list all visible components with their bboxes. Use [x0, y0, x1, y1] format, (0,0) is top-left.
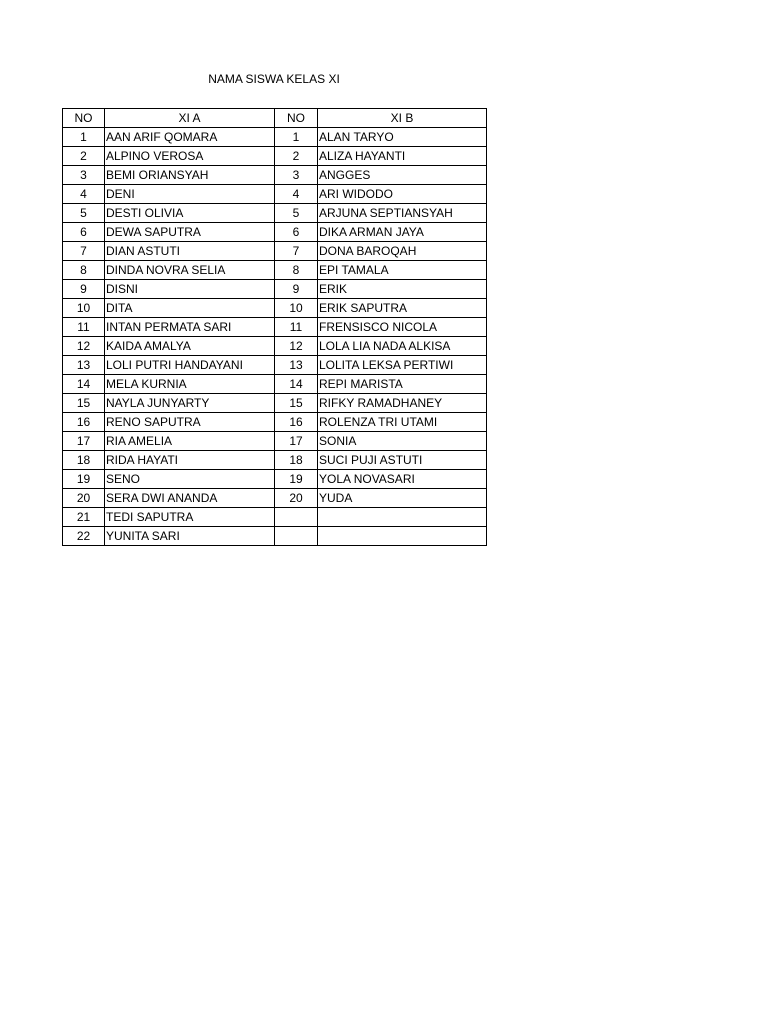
- cell-no-b: 10: [275, 299, 318, 318]
- cell-no-b: 7: [275, 242, 318, 261]
- table-row: [63, 394, 487, 413]
- cell-no-a: 16: [63, 413, 105, 432]
- table-row: [63, 166, 487, 185]
- cell-name-a: RIA AMELIA: [105, 432, 275, 451]
- cell-name-a: DENI: [105, 185, 275, 204]
- cell-name-a: LOLI PUTRI HANDAYANI: [105, 356, 275, 375]
- cell-no-a: 17: [63, 432, 105, 451]
- cell-no-b: [275, 508, 318, 527]
- table-row: [63, 451, 487, 470]
- table-row: [63, 508, 487, 527]
- cell-name-b: REPI MARISTA: [318, 375, 487, 394]
- cell-no-b: 19: [275, 470, 318, 489]
- cell-name-a: INTAN PERMATA SARI: [105, 318, 275, 337]
- cell-no-b: 17: [275, 432, 318, 451]
- table-row: [63, 432, 487, 451]
- cell-no-a: 11: [63, 318, 105, 337]
- table-row: [63, 413, 487, 432]
- cell-name-b: ROLENZA TRI UTAMI: [318, 413, 487, 432]
- cell-name-b: SONIA: [318, 432, 487, 451]
- cell-name-a: DIAN ASTUTI: [105, 242, 275, 261]
- cell-name-a: RIDA HAYATI: [105, 451, 275, 470]
- cell-no-a: 5: [63, 204, 105, 223]
- table-row: [63, 242, 487, 261]
- cell-name-a: DISNI: [105, 280, 275, 299]
- cell-no-b: 5: [275, 204, 318, 223]
- cell-name-b: SUCI PUJI ASTUTI: [318, 451, 487, 470]
- table-row: [63, 299, 487, 318]
- cell-name-a: MELA KURNIA: [105, 375, 275, 394]
- cell-name-b: FRENSISCO NICOLA: [318, 318, 487, 337]
- cell-no-a: 21: [63, 508, 105, 527]
- cell-name-b: ERIK: [318, 280, 487, 299]
- cell-no-b: 11: [275, 318, 318, 337]
- table-row: [63, 204, 487, 223]
- cell-no-a: 22: [63, 527, 105, 546]
- table-row: [63, 356, 487, 375]
- cell-no-a: 13: [63, 356, 105, 375]
- cell-no-a: 3: [63, 166, 105, 185]
- table-row: [63, 337, 487, 356]
- cell-name-b: [318, 508, 487, 527]
- cell-name-b: ARI WIDODO: [318, 185, 487, 204]
- table-row: [63, 318, 487, 337]
- cell-no-a: 14: [63, 375, 105, 394]
- cell-name-b: RIFKY RAMADHANEY: [318, 394, 487, 413]
- cell-no-a: 15: [63, 394, 105, 413]
- cell-no-a: 1: [63, 128, 105, 147]
- cell-name-a: BEMI ORIANSYAH: [105, 166, 275, 185]
- table-row: [63, 128, 487, 147]
- cell-no-b: 14: [275, 375, 318, 394]
- table-row: [63, 147, 487, 166]
- cell-name-b: DONA BAROQAH: [318, 242, 487, 261]
- table-row: [63, 470, 487, 489]
- cell-name-b: EPI TAMALA: [318, 261, 487, 280]
- cell-name-b: ERIK SAPUTRA: [318, 299, 487, 318]
- table-header-row: [63, 109, 487, 128]
- cell-no-b: 3: [275, 166, 318, 185]
- cell-name-a: SENO: [105, 470, 275, 489]
- cell-no-a: 19: [63, 470, 105, 489]
- cell-no-a: 20: [63, 489, 105, 508]
- table-row: [63, 185, 487, 204]
- cell-name-b: YOLA NOVASARI: [318, 470, 487, 489]
- table-row: [63, 280, 487, 299]
- table-row: [63, 261, 487, 280]
- cell-no-b: 4: [275, 185, 318, 204]
- header-class-a: XI A: [105, 109, 275, 128]
- cell-no-a: 6: [63, 223, 105, 242]
- cell-name-a: AAN ARIF QOMARA: [105, 128, 275, 147]
- cell-name-a: ALPINO VEROSA: [105, 147, 275, 166]
- cell-name-b: LOLITA LEKSA PERTIWI: [318, 356, 487, 375]
- cell-no-a: 8: [63, 261, 105, 280]
- cell-name-b: [318, 527, 487, 546]
- header-class-b: XI B: [318, 109, 487, 128]
- cell-name-b: YUDA: [318, 489, 487, 508]
- cell-no-a: 12: [63, 337, 105, 356]
- table-row: [63, 375, 487, 394]
- table-row: [63, 527, 487, 546]
- cell-no-a: 2: [63, 147, 105, 166]
- cell-no-b: 8: [275, 261, 318, 280]
- cell-no-b: 6: [275, 223, 318, 242]
- cell-no-a: 18: [63, 451, 105, 470]
- cell-name-a: DITA: [105, 299, 275, 318]
- cell-no-b: 9: [275, 280, 318, 299]
- cell-name-b: ARJUNA SEPTIANSYAH: [318, 204, 487, 223]
- cell-no-b: 16: [275, 413, 318, 432]
- cell-name-b: ANGGES: [318, 166, 487, 185]
- cell-name-a: TEDI SAPUTRA: [105, 508, 275, 527]
- cell-name-b: ALAN TARYO: [318, 128, 487, 147]
- cell-no-a: 9: [63, 280, 105, 299]
- cell-name-b: LOLA LIA NADA ALKISA: [318, 337, 487, 356]
- header-no-b: NO: [275, 109, 318, 128]
- cell-name-a: NAYLA JUNYARTY: [105, 394, 275, 413]
- table-row: [63, 489, 487, 508]
- cell-no-a: 4: [63, 185, 105, 204]
- cell-no-b: 13: [275, 356, 318, 375]
- cell-no-b: 20: [275, 489, 318, 508]
- cell-name-a: SERA DWI ANANDA: [105, 489, 275, 508]
- cell-name-a: DINDA NOVRA SELIA: [105, 261, 275, 280]
- cell-no-b: 18: [275, 451, 318, 470]
- cell-no-b: 2: [275, 147, 318, 166]
- cell-name-b: DIKA ARMAN JAYA: [318, 223, 487, 242]
- cell-name-b: ALIZA HAYANTI: [318, 147, 487, 166]
- cell-name-a: YUNITA SARI: [105, 527, 275, 546]
- header-no-a: NO: [63, 109, 105, 128]
- cell-no-a: 10: [63, 299, 105, 318]
- cell-name-a: RENO SAPUTRA: [105, 413, 275, 432]
- cell-name-a: KAIDA AMALYA: [105, 337, 275, 356]
- cell-no-b: [275, 527, 318, 546]
- page-title: NAMA SISWA KELAS XI: [208, 72, 340, 86]
- table-body: [63, 128, 487, 546]
- table-row: [63, 223, 487, 242]
- student-roster-table: [62, 108, 487, 546]
- cell-no-b: 12: [275, 337, 318, 356]
- cell-no-b: 1: [275, 128, 318, 147]
- cell-name-a: DESTI OLIVIA: [105, 204, 275, 223]
- cell-no-b: 15: [275, 394, 318, 413]
- cell-name-a: DEWA SAPUTRA: [105, 223, 275, 242]
- cell-no-a: 7: [63, 242, 105, 261]
